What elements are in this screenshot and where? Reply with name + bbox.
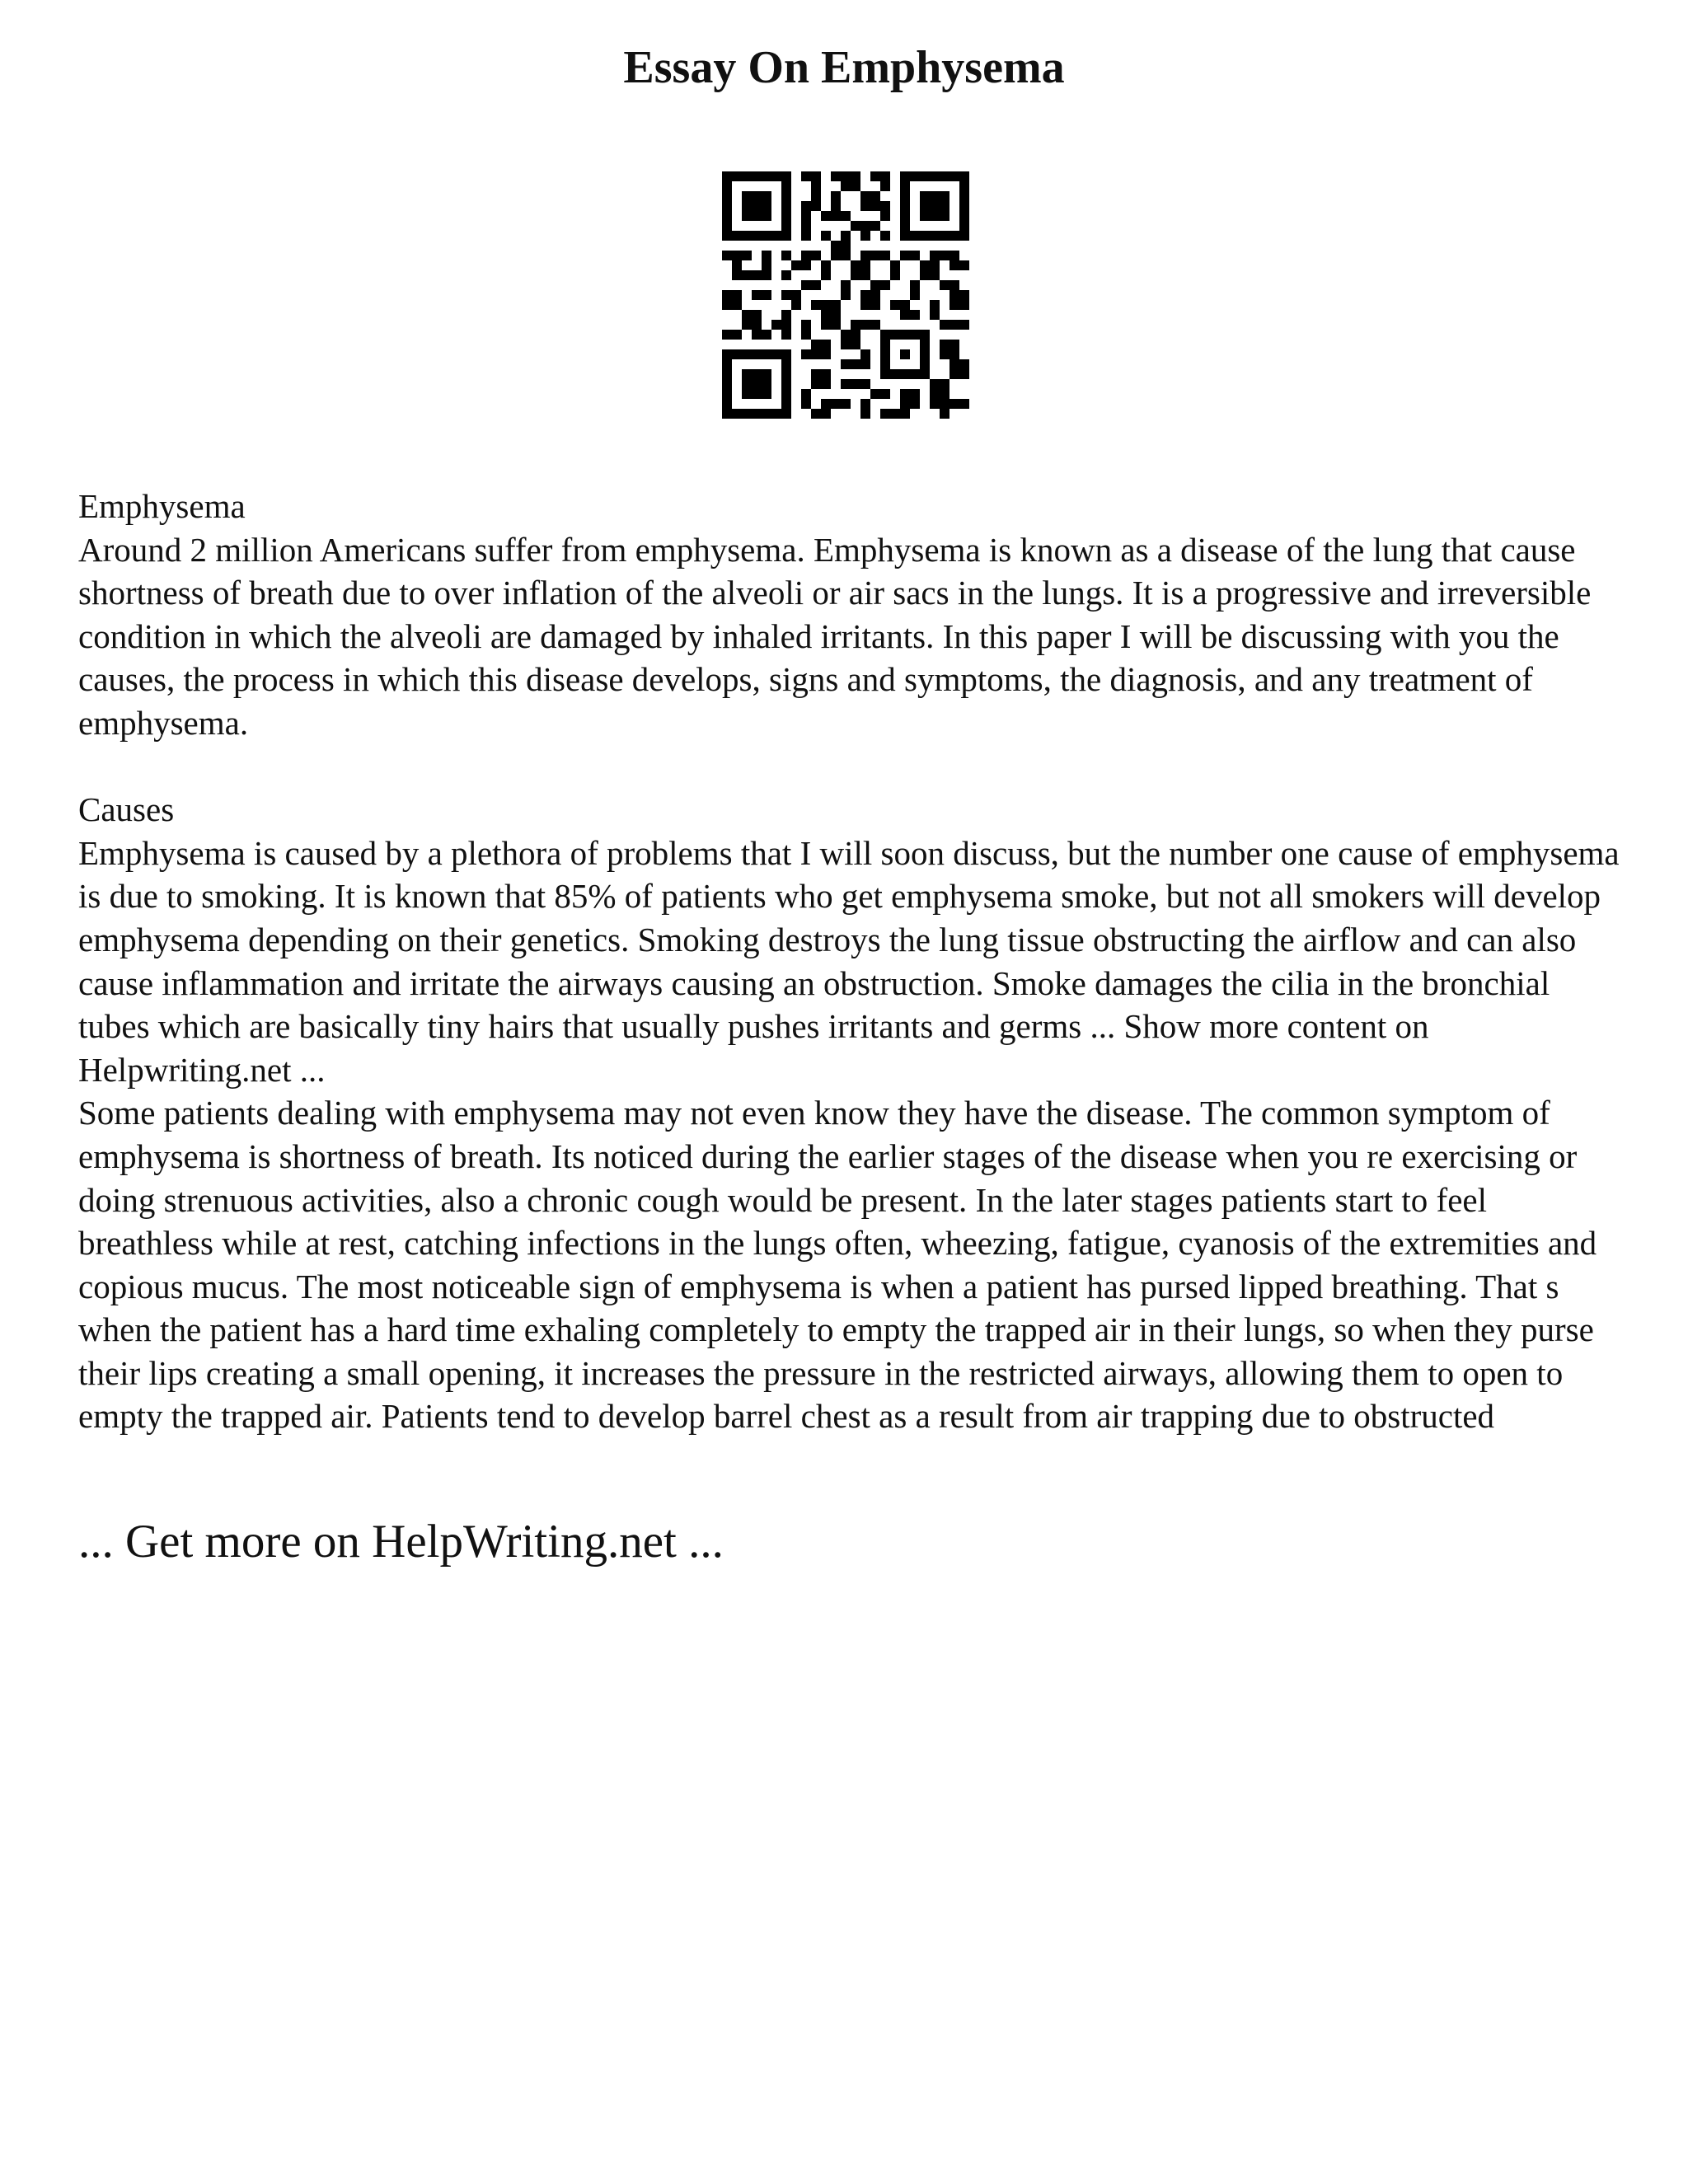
paragraph-spacer (78, 745, 1628, 789)
section-paragraph-continuation: Some patients dealing with emphysema may not even know they have the disease. The common symptom of emphysema is shortness of breath. Its noticed during the earlier stages of the disease when you re exercising or doing strenuous activities, also a chronic cough would be present. In the later stages patients start to feel breathless while at rest, catching infections in the lungs often, wheezing, fatigue, cyanosis of the extremities and copious mucus. The most noticeable sign of emphysema is when a patient has pursed lipped breathing. That s when the patient has a hard time exhaling completely to empty the trapped air in their lungs, so when they purse their lips creating a small opening, it increases the pressure in the restricted airways, allowing them to open to empty the trapped air. Patients tend to develop barrel chest as a result from air trapping due to obstructed (78, 1094, 1597, 1436)
get-more-link[interactable]: ... Get more on HelpWriting.net ... (78, 1516, 724, 1568)
qr-code-icon (722, 171, 969, 419)
section-paragraph: Around 2 million Americans suffer from emphysema. Emphysema is known as a disease of the lung that cause shortness of breath due to over inflation of the alveoli or air sacs in the lungs. It is a progressive and irreversible condition in which the alveoli are damaged by inhaled irritants. In this paper I will be discussing with you the causes, the process in which this disease develops, signs and symptoms, the diagnosis, and any treatment of emphysema. (78, 530, 1592, 742)
section-heading: Emphysema (78, 487, 246, 525)
document-title: Essay On Emphysema (623, 42, 1065, 93)
section-heading: Causes (78, 790, 175, 829)
essay-body (78, 485, 1628, 1438)
qr-code-graphic (722, 171, 969, 419)
section-paragraph: Emphysema is caused by a plethora of problems that I will soon discuss, but the number one cause of emphysema is due to smoking. It is known that 85% of patients who get emphysema smoke, but not all smokers will develop emphysema depending on their genetics. Smoking destroys the lung tissue obstructing the airflow and can also cause inflammation and irritate the airways causing an obstruction. Smoke damages the cilia in the bronchial tubes which are basically tiny hairs that usually pushes irritants and germs ... Show more content on Helpwriting.net ... (78, 833, 1620, 1089)
